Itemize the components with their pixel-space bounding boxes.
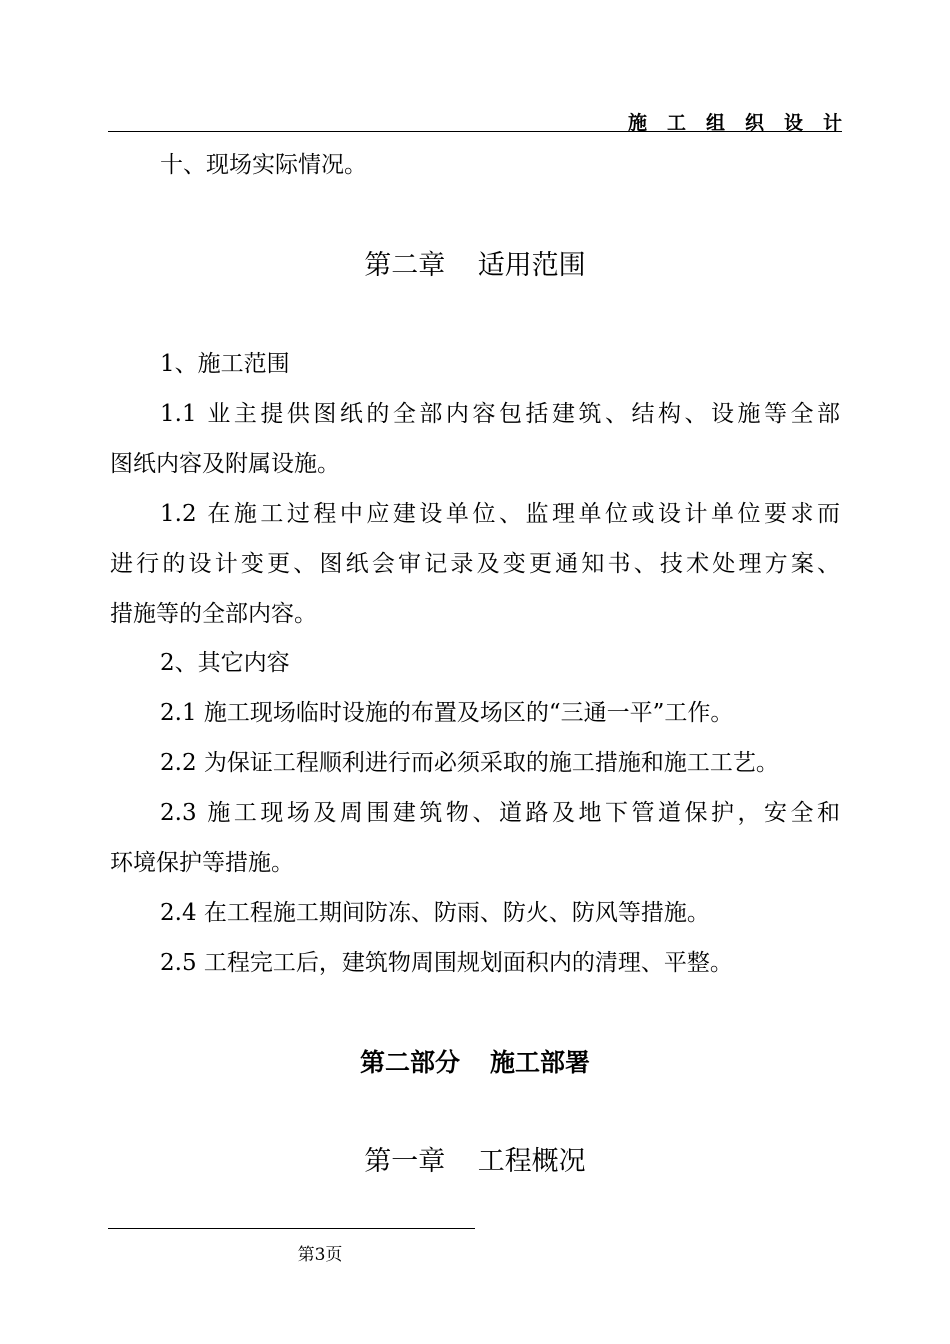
chapter-title: 工程概况	[477, 1146, 586, 1177]
paragraph-1-2-line-3: 措施等的全部内容。	[110, 601, 317, 627]
part-title: 施工部署	[490, 1048, 591, 1077]
header-rule	[108, 131, 842, 132]
chapter-number: 第一章	[364, 1146, 446, 1177]
paragraph-1-2-line-2: 进行的设计变更、图纸会审记录及变更通知书、技术处理方案、	[110, 551, 840, 577]
paragraph-1-2-line-1: 1.2 在施工过程中应建设单位、监理单位或设计单位要求而	[160, 501, 840, 527]
paragraph-2-3-line-1: 2.3 施工现场及周围建筑物、道路及地下管道保护，安全和	[160, 800, 840, 826]
running-header-title: 施工组织设计	[627, 112, 862, 134]
chapter-heading-scope	[0, 248, 950, 284]
chapter-title: 适用范围	[477, 250, 586, 281]
paragraph-2-4: 2.4 在工程施工期间防冻、防雨、防火、防风等措施。	[160, 900, 710, 926]
paragraph-2-2: 2.2 为保证工程顺利进行而必须采取的施工措施和施工工艺。	[160, 750, 779, 776]
chapter-number: 第二章	[364, 250, 446, 281]
chapter-heading-overview	[0, 1144, 950, 1180]
paragraph-2-3-line-2: 环境保护等措施。	[110, 850, 294, 876]
page-number: 第3页	[297, 1245, 343, 1265]
section-heading-2: 2、其它内容	[160, 650, 290, 676]
paragraph-1-1-line-2: 图纸内容及附属设施。	[110, 451, 340, 477]
footer-rule	[108, 1228, 475, 1229]
part-heading-deployment	[0, 1046, 950, 1080]
paragraph-2-1: 2.1 施工现场临时设施的布置及场区的“三通一平”工作。	[160, 700, 734, 726]
paragraph-2-5: 2.5 工程完工后，建筑物周围规划面积内的清理、平整。	[160, 950, 733, 976]
section-heading-1: 1、施工范围	[160, 351, 290, 377]
paragraph-site-conditions: 十、现场实际情况。	[160, 152, 367, 178]
part-number: 第二部分	[359, 1048, 460, 1077]
paragraph-1-1-line-1: 1.1 业主提供图纸的全部内容包括建筑、结构、设施等全部	[160, 401, 840, 427]
